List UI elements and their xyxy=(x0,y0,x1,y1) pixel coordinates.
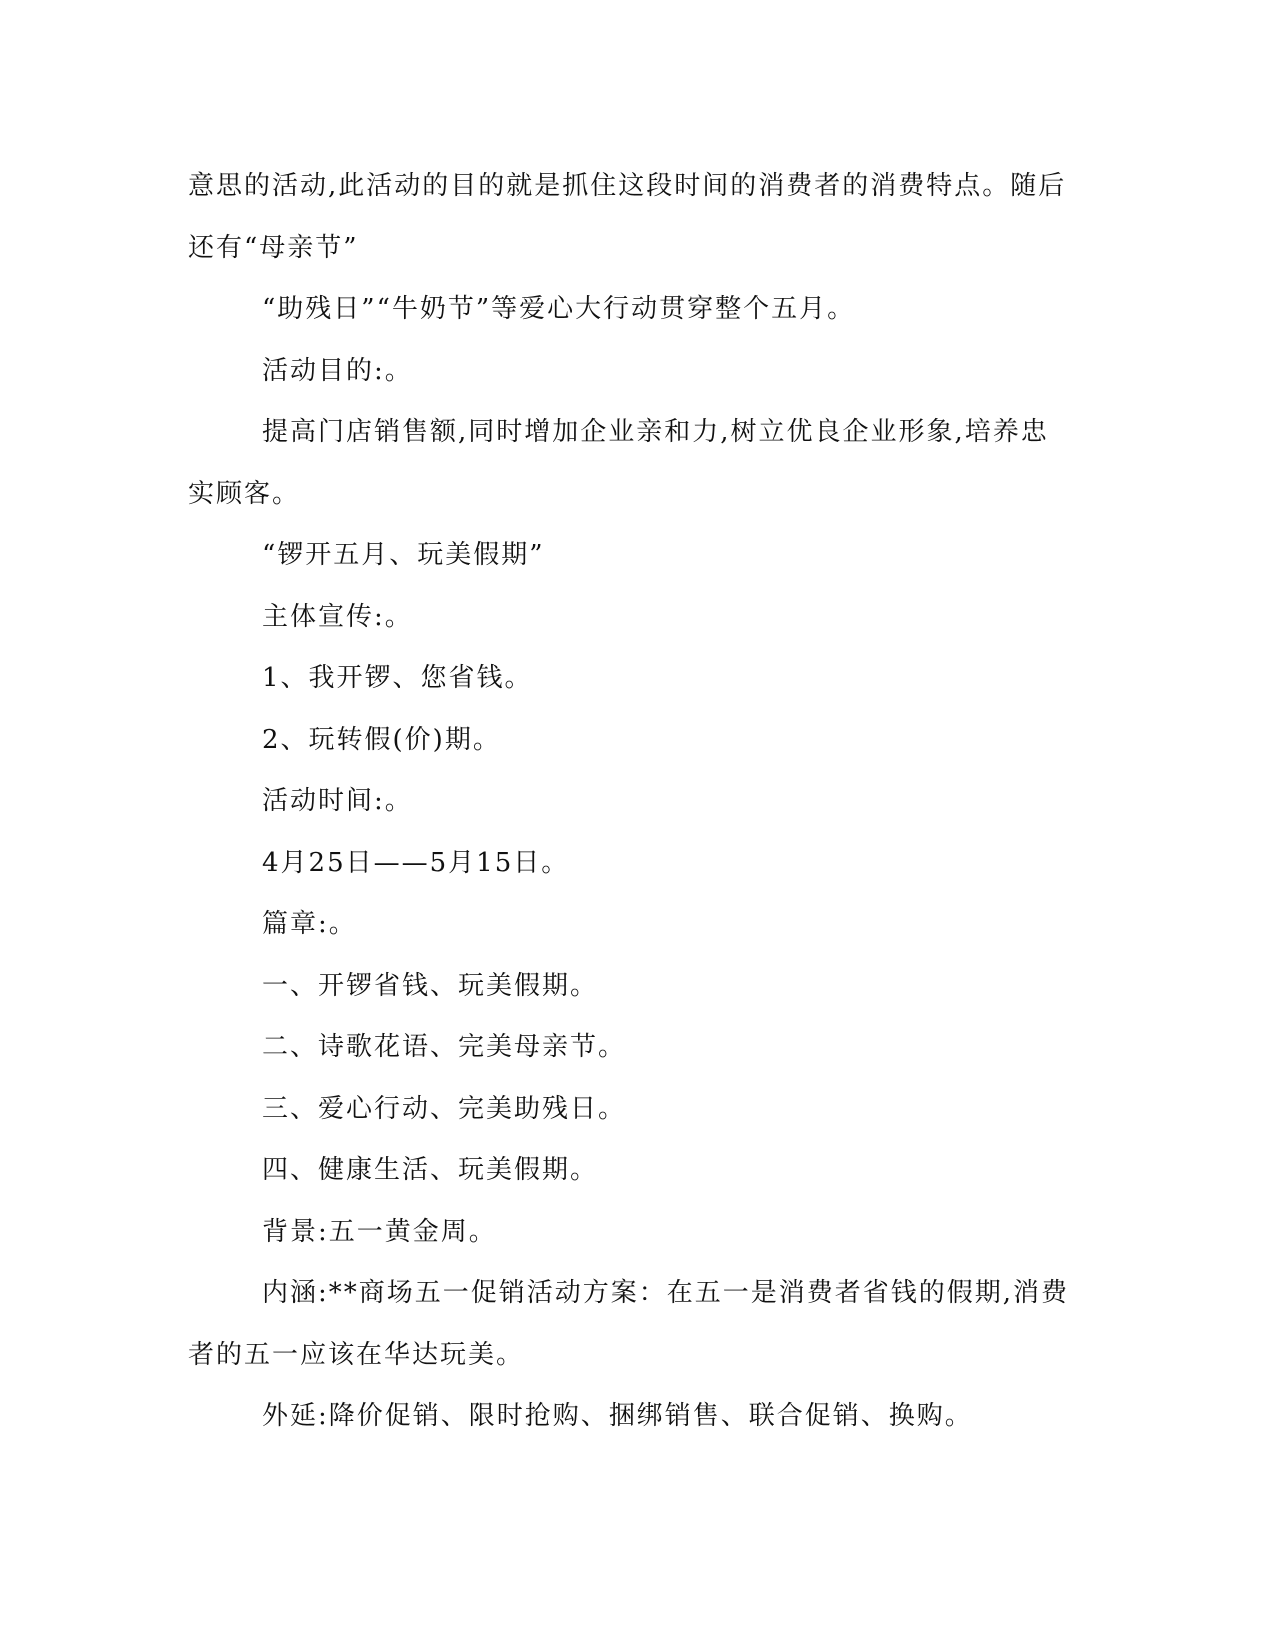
paragraph: 1、我开锣、您省钱。 xyxy=(262,663,533,693)
paragraph: 4月25日——5月15日。 xyxy=(262,847,570,878)
paragraph: 二、诗歌花语、完美母亲节。 xyxy=(262,1032,627,1062)
paragraph: 外延:降价促销、限时抢购、捆绑销售、联合促销、换购。 xyxy=(262,1401,973,1431)
paragraph: 主体宣传:。 xyxy=(262,601,413,632)
paragraph: 内涵:**商场五一促销活动方案：在五一是消费者省钱的假期,消费者的五一应该在华达玩美。 xyxy=(188,1278,1070,1370)
document-body xyxy=(188,156,1073,1448)
paragraph: 意思的活动,此活动的目的就是抓住这段时间的消费者的消费特点。随后还有“母亲节” xyxy=(188,171,1067,263)
paragraph: 篇章:。 xyxy=(262,909,357,939)
paragraph: 2、玩转假(价)期。 xyxy=(262,724,501,755)
paragraph: 四、健康生活、玩美假期。 xyxy=(262,1155,599,1185)
paragraph: 三、爱心行动、完美助残日。 xyxy=(262,1093,627,1124)
paragraph: “助残日”“牛奶节”等爱心大行动贯穿整个五月。 xyxy=(262,294,856,324)
paragraph: 提高门店销售额,同时增加企业亲和力,树立优良企业形象,培养忠实顾客。 xyxy=(188,417,1049,509)
paragraph: 背景:五一黄金周。 xyxy=(262,1216,497,1247)
paragraph: 活动时间:。 xyxy=(262,786,413,816)
paragraph: 一、开锣省钱、玩美假期。 xyxy=(262,970,599,1001)
paragraph: 活动目的:。 xyxy=(262,355,413,386)
paragraph: “锣开五月、玩美假期” xyxy=(262,540,545,570)
